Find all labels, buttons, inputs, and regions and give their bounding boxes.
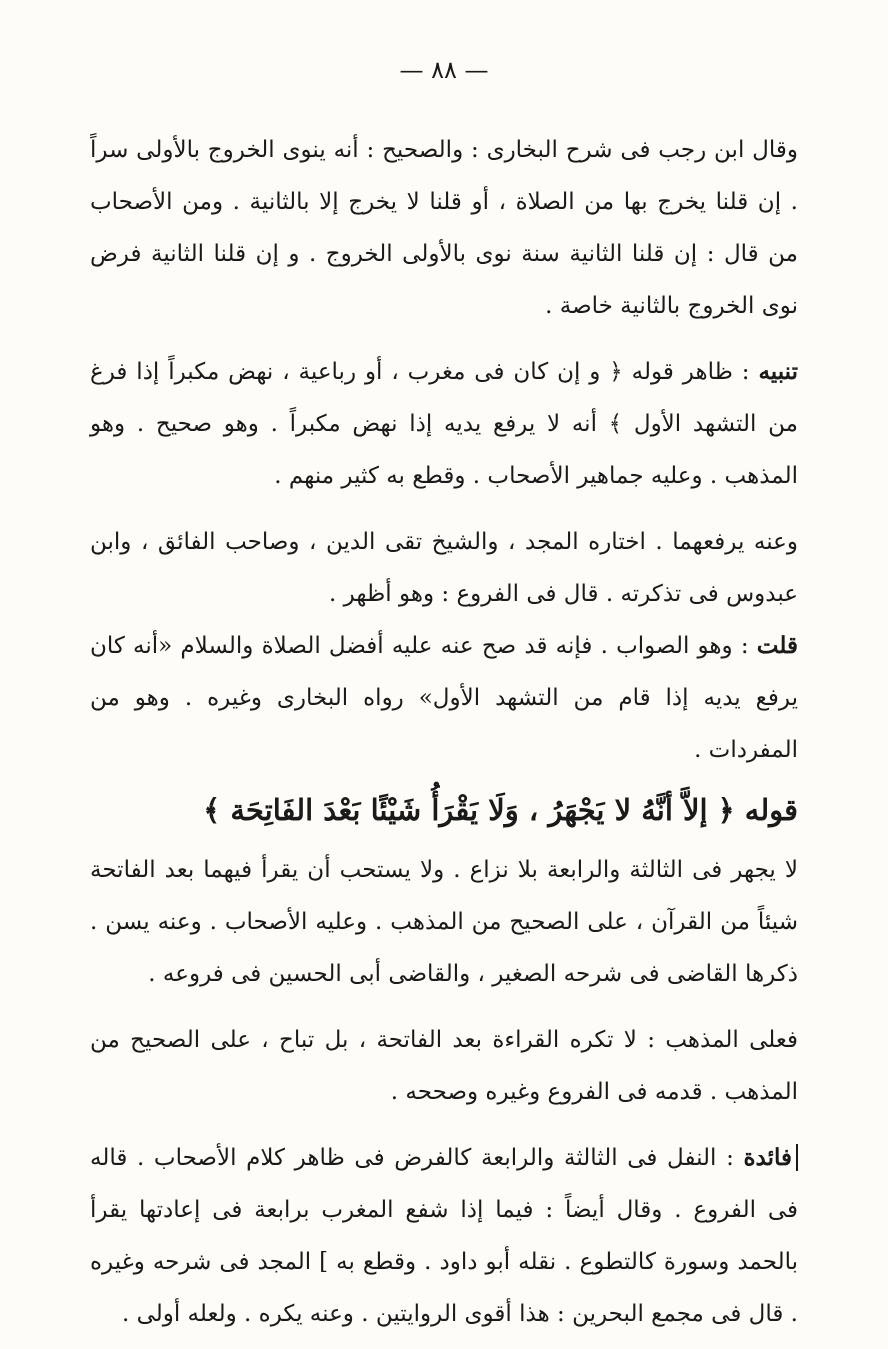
- paragraph-fa-ala-al-madhhab: [90, 1014, 798, 1118]
- document-page: [90, 50, 798, 1340]
- paragraph-faida: [90, 1132, 798, 1340]
- paragraph-lead-faida: فائدة: [743, 1144, 798, 1171]
- paragraph-ibn-rajab: [90, 124, 798, 332]
- paragraph-lead-tanbih: تنبيه: [758, 358, 798, 385]
- paragraph-tanbih: [90, 346, 798, 502]
- section-heading: قوله ﴿ إلاَّ أنَّهُ لا يَجْهَرُ ، وَلَا يَقْرَأُ شَيْئًا بَعْدَ الفَاتِحَة ﴾: [203, 793, 798, 827]
- paragraph-text: : ظاهر قوله ﴿ و إن كان فى مغرب ، أو رباعية ، نهض مكبراً إذا فرغ من التشهد الأول ﴾ أنه لا يرفع يديه إذا نهض مكبراً . وهو صحيح . وهو المذهب . وعليه جماهير الأصحاب . وقطع به كثير منهم .: [90, 359, 798, 489]
- paragraph-text: : وهو الصواب . فإنه قد صح عنه عليه أفضل الصلاة والسلام «أنه كان يرفع يديه إذا قام من التشهد الأول» رواه البخارى وغيره . وهو من المفردات .: [90, 633, 798, 763]
- paragraph-text: وعنه يرفعهما . اختاره المجد ، والشيخ تقى الدين ، وصاحب الفائق ، وابن عبدوس فى تذكرته . قال فى الفروع : وهو أظهر .: [90, 529, 798, 607]
- page-number: — ٨٨ —: [399, 56, 489, 84]
- paragraph-text: فعلى المذهب : لا تكره القراءة بعد الفاتحة ، بل تباح ، على الصحيح من المذهب . قدمه فى الفروع وغيره وصححه .: [90, 1027, 798, 1105]
- paragraph-text: : النفل فى الثالثة والرابعة كالفرض فى ظاهر كلام الأصحاب . قاله فى الفروع . وقال أيضاً : فيما إذا شفع المغرب برابعة فى إعادتها يقرأ بالحمد وسورة كالتطوع . نقله أبو داود . وقطع به ] المجد فى شرحه وغيره . قال فى مجمع البحرين : هذا أقوى الروايتين . وعنه يكره . ولعله أولى .: [90, 1145, 798, 1327]
- paragraph-la-yajhar: [90, 844, 798, 1000]
- paragraph-text: وقال ابن رجب فى شرح البخارى : والصحيح : أنه ينوى الخروج بالأولى سراً . إن قلنا يخرج بها من الصلاة ، أو قلنا لا يخرج إلا بالثانية . ومن الأصحاب من قال : إن قلنا الثانية سنة نوى بالأولى الخروج . و إن قلنا الثانية فرض نوى الخروج بالثانية خاصة .: [90, 137, 798, 319]
- paragraph-text: لا يجهر فى الثالثة والرابعة بلا نزاع . ولا يستحب أن يقرأ فيهما بعد الفاتحة شيئاً من القرآن ، على الصحيح من المذهب . وعليه الأصحاب . وعنه يسن . ذكرها القاضى فى شرحه الصغير ، والقاضى أبى الحسين فى فروعه .: [90, 857, 798, 987]
- paragraph-wa-anhu: [90, 516, 798, 620]
- paragraph-qultu: [90, 620, 798, 776]
- paragraph-lead-qultu: قلت: [756, 632, 798, 659]
